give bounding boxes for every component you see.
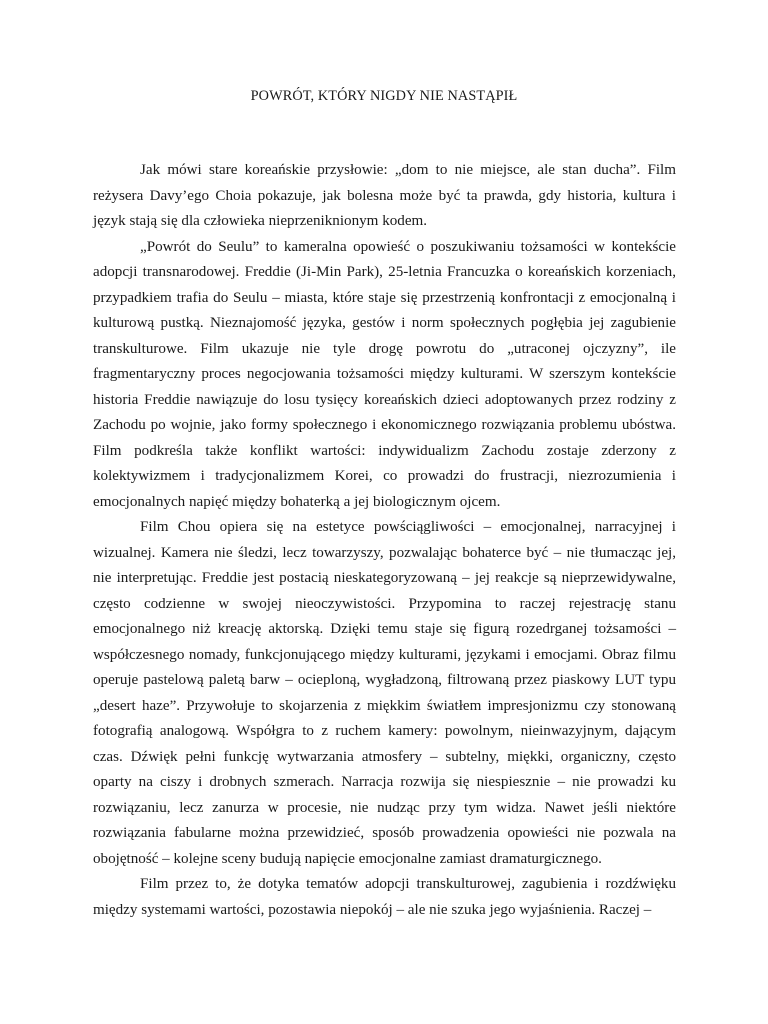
document-title: POWRÓT, KTÓRY NIGDY NIE NASTĄPIŁ: [250, 88, 518, 104]
document-body: [93, 158, 676, 923]
paragraph-1: Jak mówi stare koreańskie przysłowie: „dom to nie miejsce, ale stan ducha”. Film reżysera Davy’ego Choia pokazuje, jak bolesna może być ta prawda, gdy historia, kultura i język stają się dla człowieka nieprzeniknionym kodem.: [93, 162, 676, 229]
paragraph-3: Film Chou opiera się na estetyce powściągliwości – emocjonalnej, narracyjnej i wizualnej. Kamera nie śledzi, lecz towarzyszy, pozwalając bohaterce być – nie tłumacząc jej, nie interpretując. Freddie jest postacią nieskategoryzowaną – jej reakcje są nieprzewidywalne, często codzienne w swojej nieoczywistości. Przypomina to raczej rejestrację stanu emocjonalnego niż kreację aktorską. Dzięki temu staje się figurą rozedrganej tożsamości – współczesnego nomady, funkcjonującego między kulturami, językami i emocjami. Obraz filmu operuje pastelową paletą barw – ocieploną, wygładzoną, filtrowaną przez piaskowy LUT typu „desert haze”. Przywołuje to skojarzenia z miękkim światłem impresjonizmu czy stonowaną fotografią analogową. Współgra to z ruchem kamery: powolnym, nieinwazyjnym, dającym czas. Dźwięk pełni funkcję wytwarzania atmosfery – subtelny, miękki, organiczny, często oparty na ciszy i drobnych szmerach. Narracja rozwija się niespiesznie – nie prowadzi ku rozwiązaniu, lecz zanurza w procesie, nie nudząc przy tym widza. Nawet jeśli niektóre rozwiązania fabularne można przewidzieć, sposób prowadzenia opowieści nie pozwala na obojętność – kolejne sceny budują napięcie emocjonalne zamiast dramaturgicznego.: [93, 519, 676, 867]
paragraph-4: Film przez to, że dotyka tematów adopcji transkulturowej, zagubienia i rozdźwięku między systemami wartości, pozostawia niepokój – ale nie szuka jego wyjaśnienia. Raczej –: [93, 876, 676, 918]
paragraph-2: „Powrót do Seulu” to kameralna opowieść o poszukiwaniu tożsamości w kontekście adopcji transnarodowej. Freddie (Ji-Min Park), 25-letnia Francuzka o koreańskich korzeniach, przypadkiem trafia do Seulu – miasta, które staje się przestrzenią konfrontacji z emocjonalną i kulturową pustką. Nieznajomość języka, gestów i norm społecznych pogłębia jej zagubienie transkulturowe. Film ukazuje nie tyle drogę powrotu do „utraconej ojczyzny”, ile fragmentaryczny proces negocjowania tożsamości między kulturami. W szerszym kontekście historia Freddie nawiązuje do losu tysięcy koreańskich dzieci adoptowanych przez rodziny z Zachodu po wojnie, jako formy społecznego i ekonomicznego rozwiązania problemu ubóstwa. Film podkreśla także konflikt wartości: indywidualizm Zachodu zostaje zderzony z kolektywizmem i tradycjonalizmem Korei, co prowadzi do frustracji, niezrozumienia i emocjonalnych napięć między bohaterką a jej biologicznym ojcem.: [93, 238, 676, 510]
